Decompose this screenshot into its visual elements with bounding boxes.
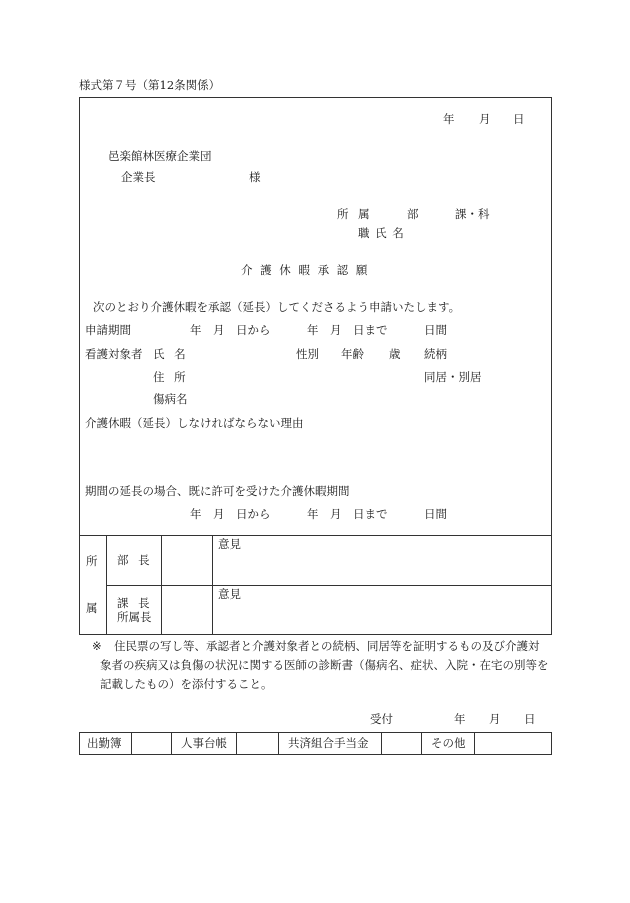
note-line-2: 象者の疾病又は負傷の状況に関する医師の診断書（傷病名、症状、入院・在宅の別等を [100, 658, 549, 672]
office-head-label: 所属長 [117, 610, 152, 624]
form-number: 様式第７号（第12条関係） [79, 78, 221, 92]
approval-mid-line [106, 585, 552, 586]
addressee-organization: 邑楽館林医療企業団 [108, 149, 212, 163]
note-line-1: 住民票の写し等、承認者と介護対象者との続柄、同居等を証明するもの及び介護対 [114, 639, 540, 653]
approval-col-line-1 [106, 535, 107, 635]
office-table-col-3 [236, 732, 237, 755]
approval-col-line-3 [212, 535, 213, 635]
department-label: 部 [407, 207, 419, 221]
date-year-label: 年 [443, 112, 455, 126]
extension-until: 日まで [353, 507, 388, 521]
dept-head-label: 部 長 [117, 553, 150, 567]
addressee-title: 企業長 [121, 170, 156, 184]
extension-days: 日間 [424, 507, 447, 521]
reception-day-label: 日 [524, 712, 536, 726]
period-until: 日まで [353, 323, 388, 337]
period-year-1: 年 [190, 323, 202, 337]
approval-side-top: 所 [86, 554, 98, 568]
section-opinion-label: 意見 [218, 587, 241, 601]
age-unit: 歳 [389, 347, 401, 361]
relation-label: 続柄 [424, 347, 447, 361]
section-head-label: 課 長 [117, 596, 150, 610]
age-label: 年齢 [341, 347, 364, 361]
extension-year-2: 年 [307, 507, 319, 521]
residence-label: 同居・別居 [424, 370, 482, 384]
approval-side-bottom: 属 [86, 601, 98, 615]
gender-label: 性別 [296, 347, 319, 361]
extension-from: 日から [236, 507, 271, 521]
extension-month-2: 月 [330, 507, 342, 521]
period-days: 日間 [424, 323, 447, 337]
period-from: 日から [236, 323, 271, 337]
other-cell: その他 [431, 736, 466, 750]
office-table-col-6 [421, 732, 422, 755]
attendance-book-cell: 出勤簿 [87, 736, 122, 750]
address-label: 住 所 [153, 370, 186, 384]
reception-month-label: 月 [489, 712, 501, 726]
approval-col-line-2 [161, 535, 162, 635]
form-title: 介 護 休 暇 承 認 願 [241, 263, 368, 277]
intro-text: 次のとおり介護休暇を承認（延長）してくださるよう申請いたします。 [93, 300, 461, 314]
reception-year-label: 年 [454, 712, 466, 726]
note-line-3: 記載したもの）を添付すること。 [100, 677, 273, 691]
approval-top-line [79, 535, 552, 536]
reason-label: 介護休暇（延長）しなければならない理由 [85, 416, 304, 430]
office-table-col-7 [474, 732, 475, 755]
addressee-honorific: 様 [249, 170, 261, 184]
period-month-2: 月 [330, 323, 342, 337]
date-day-label: 日 [513, 112, 525, 126]
mutual-aid-cell: 共済組合手当金 [288, 736, 369, 750]
affiliation-label: 所 属 [337, 207, 370, 221]
care-target-label: 看護対象者 [85, 347, 143, 361]
illness-label: 傷病名 [153, 392, 188, 406]
personnel-ledger-cell: 人事台帳 [181, 736, 227, 750]
applicant-name-label: 職 氏 名 [358, 226, 404, 240]
dept-opinion-label: 意見 [218, 537, 241, 551]
period-year-2: 年 [307, 323, 319, 337]
office-table-col-4 [278, 732, 279, 755]
period-month-1: 月 [213, 323, 225, 337]
section-label: 課・科 [455, 207, 490, 221]
care-target-name-label: 氏 名 [153, 347, 186, 361]
extension-month-1: 月 [213, 507, 225, 521]
extension-year-1: 年 [190, 507, 202, 521]
reception-label: 受付 [370, 712, 393, 726]
note-mark: ※ [92, 639, 102, 653]
date-month-label: 月 [479, 112, 491, 126]
extension-label: 期間の延長の場合、既に許可を受けた介護休暇期間 [85, 484, 350, 498]
office-table-col-2 [171, 732, 172, 755]
office-table-col-1 [131, 732, 132, 755]
period-label: 申請期間 [85, 323, 131, 337]
office-table-col-5 [381, 732, 382, 755]
